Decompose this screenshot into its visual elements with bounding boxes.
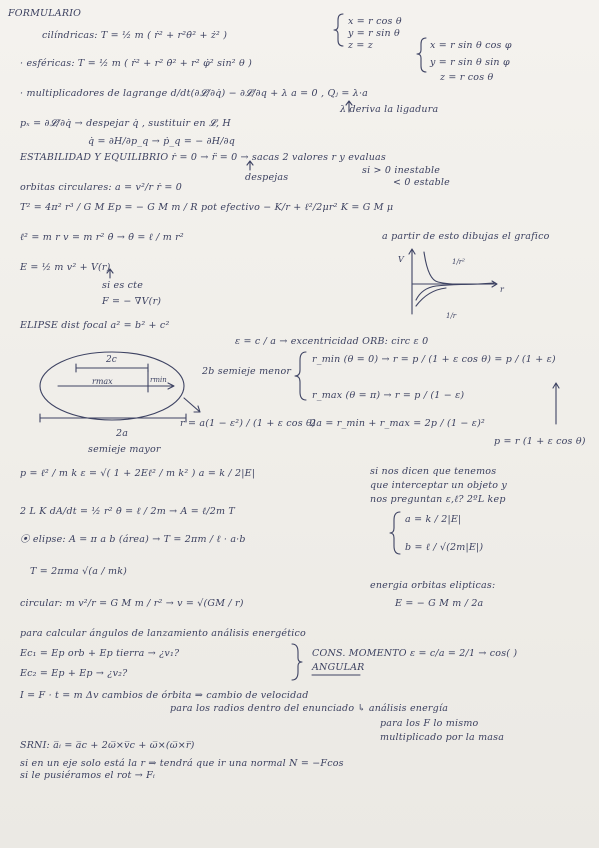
handwritten-line: ⦿ elipse: A = π a b (área) → T = 2πm / ℓ · a·b	[20, 534, 246, 545]
handwritten-line: si es cte	[102, 280, 144, 291]
ellipse-diagram	[40, 352, 200, 422]
handwritten-line: a partir de esto dibujas el grafico	[382, 231, 550, 242]
handwritten-line: r_max (θ = π) → r = p / (1 − ε)	[312, 390, 465, 401]
handwritten-line: p = r (1 + ε cos θ)	[494, 436, 586, 447]
handwritten-line: para calcular ángulos de lanzamiento análisis energético	[20, 628, 306, 639]
handwritten-line: ESTABILIDAD Y EQUILIBRIO ṙ = 0 → r̈ = 0 → sacas 2 valores r y evaluas	[20, 152, 386, 163]
label-2c: 2c	[106, 355, 117, 365]
handwritten-line: 2a = r_min + r_max = 2p / (1 − ε)²	[310, 418, 486, 429]
handwritten-line: r = a(1 − ε²) / (1 + ε cos θ)	[180, 418, 316, 429]
handwritten-line: multiplicado por la masa	[380, 732, 505, 743]
handwritten-line: p = ℓ² / m k ε = √( 1 + 2Eℓ² / m k² ) a = k / 2|E|	[20, 468, 256, 479]
brace-cylindrical	[334, 14, 343, 46]
handwritten-line: cilíndricas: T = ½ m ( ṙ² + r²θ̇² + ż² )	[42, 30, 228, 41]
handwritten-line: ε = c / a → excentricidad ORB: circ ε 0	[235, 336, 429, 347]
handwritten-line: z = z	[348, 40, 374, 51]
handwritten-line: que interceptar un objeto y	[370, 480, 507, 491]
handwritten-line: si > 0 inestable	[362, 165, 441, 176]
handwritten-line: I = F · t = m Δv cambios de órbita ⇒ cambio de velocidad	[20, 690, 309, 701]
handwritten-line: x = r sin θ cos φ	[430, 40, 512, 51]
brace-rminmax	[295, 352, 306, 400]
handwritten-line: λ deriva la ligadura	[340, 104, 439, 115]
handwritten-line: si en un eje solo está la r ⇒ tendrá que ir una normal N = −Fcos	[20, 758, 344, 769]
handwritten-line: 2a	[116, 428, 129, 439]
graph-label-top: 1/r²	[452, 258, 465, 266]
brace-a-b	[390, 512, 400, 554]
handwritten-line: nos preguntan ε,ℓ? 2ºL kep	[370, 494, 506, 505]
handwritten-line: x = r cos θ	[348, 16, 402, 27]
handwritten-line: q̇ = ∂H/∂p_q → ṗ_q = − ∂H/∂q	[88, 136, 235, 147]
handwritten-line: orbitas circulares: a = v²/r ṙ = 0	[20, 182, 183, 193]
handwritten-line: E = ½ m v² + V(r)	[20, 262, 111, 273]
handwritten-line: y = r sin θ	[348, 28, 400, 39]
handwritten-line: r_min (θ = 0) → r = p / (1 + ε cos θ) = p / (1 + ε)	[312, 354, 556, 365]
handwritten-line: Ec₂ = Ep + Ep → ¿v₂?	[20, 668, 128, 679]
handwritten-line: CONS. MOMENTO ε = c/a = 2/1 → cos( )	[312, 648, 518, 659]
handwritten-line: si nos dicen que tenemos	[370, 466, 497, 477]
handwritten-line: para los F lo mismo	[380, 718, 479, 729]
handwritten-line: SRNI: a̅ᵢ = a̅c + 2ω̅×v̅c + ω̅×(ω̅×r̅)	[20, 740, 195, 751]
handwritten-line: F = − ∇V(r)	[102, 296, 162, 307]
brace-spherical	[417, 38, 426, 72]
handwritten-line: T² = 4π² r³ / G M Ep = − G M m / R pot efectivo − K/r + ℓ²/2μr² K = G M μ	[20, 202, 394, 213]
handwritten-line: pₓ = ∂𝓛/∂q̇ → despejar q̇ , sustituir en 𝓛, H	[20, 118, 231, 129]
label-rmax: rmax	[92, 377, 113, 386]
handwritten-line: circular: m v²/r = G M m / r² → v = √(GM / r)	[20, 598, 244, 609]
handwritten-line: si le pusiéramos el rot → Fᵢ	[20, 770, 156, 781]
graph-label-bottom: 1/r	[446, 312, 457, 320]
handwritten-line: Ec₁ = Ep orb + Ep tierra → ¿v₁?	[20, 648, 180, 659]
handwritten-line: ℓ² = m r v = m r² θ̇ → θ̇ = ℓ / m r²	[20, 232, 184, 243]
handwritten-line: para los radios dentro del enunciado ↳ análisis energía	[170, 703, 449, 714]
handwritten-line: E = − G M m / 2a	[395, 598, 484, 609]
handwritten-line: despejas	[245, 172, 289, 183]
handwritten-line: · esféricas: T = ½ m ( ṙ² + r² θ̇² + r² φ̇² sin² θ )	[20, 58, 253, 69]
handwritten-line: z = r cos θ	[440, 72, 494, 83]
handwritten-line: energia orbitas elipticas:	[370, 580, 496, 591]
handwritten-line: a = k / 2|E|	[405, 514, 462, 525]
label-rmin: rmin	[150, 376, 167, 384]
handwritten-line: T = 2πma √(a / mk)	[30, 566, 128, 577]
handwritten-line: FORMULARIO	[8, 8, 82, 19]
graph-label-r: r	[500, 285, 504, 294]
handwritten-line: ELIPSE dist focal a² = b² + c²	[20, 320, 170, 331]
handwritten-line: b = ℓ / √(2m|E|)	[405, 542, 484, 553]
handwritten-line: ANGULAR	[312, 662, 365, 673]
handwritten-line: 2 L K dA/dt = ½ r² θ̇ = ℓ / 2m → A = ℓ/2m T	[20, 506, 235, 517]
handwritten-line: · multiplicadores de lagrange d/dt(∂𝓛/∂q̇) − ∂𝓛/∂q + λ a = 0 , Qⱼ = λ·a	[20, 88, 369, 99]
handwritten-line: 2b semieje menor	[202, 366, 292, 377]
handwritten-line: semieje mayor	[88, 444, 161, 455]
potential-graph	[409, 249, 497, 314]
handwritten-line: y = r sin θ sin φ	[430, 57, 510, 68]
graph-label-v: V	[398, 255, 404, 264]
brace-ec	[292, 644, 302, 680]
arrow-right-up	[553, 383, 559, 424]
handwritten-line: < 0 estable	[393, 177, 450, 188]
